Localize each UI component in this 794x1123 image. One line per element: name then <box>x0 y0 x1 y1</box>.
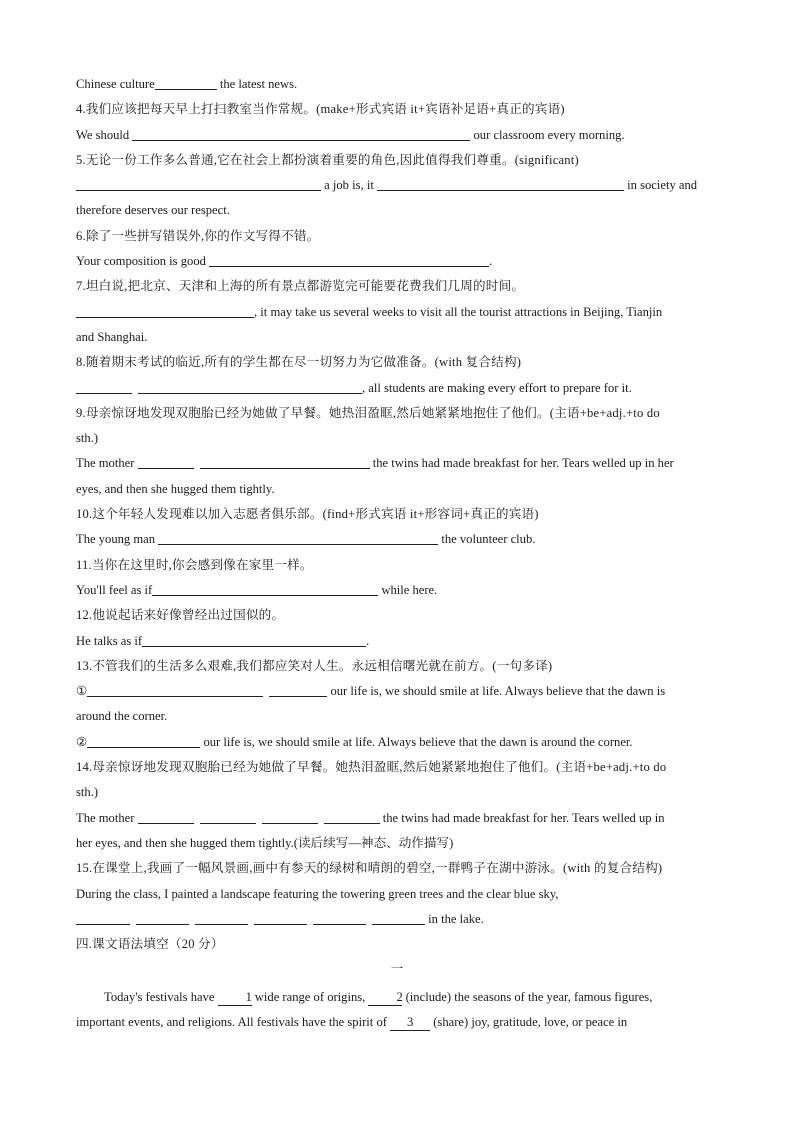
q6-answer-line: Your composition is good . <box>76 249 718 274</box>
blank[interactable] <box>324 808 380 824</box>
circled-1-marker: ① <box>76 684 88 699</box>
passage-line-1: Today's festivals have 1 wide range of origins, 2 (include) the seasons of the year, famous figures, <box>104 989 653 1004</box>
q10-prompt: 10.这个年轻人发现难以加入志愿者俱乐部。(find+形式宾语 it+形容词+真正的宾语) <box>76 507 539 522</box>
blank[interactable] <box>87 732 200 748</box>
q6-prompt: 6.除了一些拼写错误外,你的作文写得不错。 <box>76 228 320 243</box>
blank[interactable] <box>269 681 327 697</box>
q13-prompt: 13.不管我们的生活多么艰难,我们都应笑对人生。永远相信曙光就在前方。(一句多译) <box>76 658 553 673</box>
passage-line-2: important events, and religions. All festivals have the spirit of 3 (share) joy, gratitude, love, or peace in <box>76 1014 628 1029</box>
section-4-heading: 四.课文语法填空（20 分） <box>76 937 224 952</box>
blank[interactable] <box>377 175 624 191</box>
q11-answer-line: You'll feel as if while here. <box>76 578 718 603</box>
q13-answer-1: ① our life is, we should smile at life. Always believe that the dawn is <box>76 679 718 704</box>
q5-answer-line: a job is, it in society and <box>76 173 718 198</box>
blank[interactable] <box>313 909 366 925</box>
blank[interactable] <box>76 175 321 191</box>
line-1: Chinese culture the latest news. <box>76 72 718 97</box>
blank[interactable] <box>142 631 366 647</box>
q4-answer-line: We should our classroom every morning. <box>76 123 718 148</box>
q5-continuation: therefore deserves our respect. <box>76 203 230 218</box>
blank[interactable] <box>76 909 130 925</box>
blank[interactable] <box>209 251 489 267</box>
blank[interactable] <box>76 378 132 394</box>
q9-prompt-1: 9.母亲惊讶地发现双胞胎已经为她做了早餐。她热泪盈眶,然后她紧紧地抱住了他们。(主语+be+adj.+to do <box>76 405 660 420</box>
worksheet-page <box>76 72 718 1035</box>
blank[interactable] <box>262 808 318 824</box>
blank-3[interactable]: 3 <box>390 1015 430 1031</box>
blank[interactable] <box>254 909 307 925</box>
blank[interactable] <box>138 808 194 824</box>
blank[interactable] <box>138 378 362 394</box>
blank[interactable] <box>200 453 370 469</box>
q9-continuation: eyes, and then she hugged them tightly. <box>76 481 275 496</box>
q7-answer-line: , it may take us several weeks to visit all the tourist attractions in Beijing, Tianjin <box>76 300 718 325</box>
blank[interactable] <box>200 808 256 824</box>
q4-prompt: 4.我们应该把每天早上打扫教室当作常规。(make+形式宾语 it+宾语补足语+真正的宾语) <box>76 102 565 117</box>
q13-answer-2: ② our life is, we should smile at life. Always believe that the dawn is around the corner. <box>76 730 718 755</box>
blank[interactable] <box>195 909 248 925</box>
q14-prompt-1: 14.母亲惊讶地发现双胞胎已经为她做了早餐。她热泪盈眶,然后她紧紧地抱住了他们。(主语+be+adj.+to do <box>76 760 667 775</box>
q14-prompt-2: sth.) <box>76 785 99 800</box>
q14-continuation: her eyes, and then she hugged them tightly.(读后续写—神态、动作描写) <box>76 835 454 850</box>
q15-answer-line-1: During the class, I painted a landscape featuring the towering green trees and the clear blue sky, <box>76 886 559 901</box>
q14-answer-line: The mother the twins had made breakfast for her. Tears welled up in <box>76 806 718 831</box>
q5-prompt: 5.无论一份工作多么普通,它在社会上都扮演着重要的角色,因此值得我们尊重。(significant) <box>76 152 579 167</box>
q8-prompt: 8.随着期末考试的临近,所有的学生都在尽一切努力为它做准备。(with 复合结构) <box>76 355 522 370</box>
blank[interactable] <box>132 125 470 141</box>
q13-continuation: around the corner. <box>76 709 168 724</box>
q7-prompt: 7.坦白说,把北京、天津和上海的所有景点都游览完可能要花费我们几周的时间。 <box>76 279 525 294</box>
blank[interactable] <box>87 681 263 697</box>
blank[interactable] <box>136 909 189 925</box>
blank-2[interactable]: 2 <box>368 990 402 1006</box>
q9-prompt-2: sth.) <box>76 431 99 446</box>
q8-answer-line: , all students are making every effort to prepare for it. <box>76 376 718 401</box>
q10-answer-line: The young man the volunteer club. <box>76 527 718 552</box>
q12-answer-line: He talks as if . <box>76 629 718 654</box>
blank[interactable] <box>372 909 425 925</box>
section-4-marker: 一 <box>390 962 404 977</box>
q7-continuation: and Shanghai. <box>76 329 148 344</box>
q12-prompt: 12.他说起话来好像曾经出过国似的。 <box>76 608 285 623</box>
blank[interactable] <box>152 580 378 596</box>
blank[interactable] <box>158 529 438 545</box>
blank[interactable] <box>138 453 194 469</box>
q9-answer-line: The mother the twins had made breakfast for her. Tears welled up in her <box>76 451 718 476</box>
circled-2-marker: ② <box>76 734 88 749</box>
q11-prompt: 11.当你在这里时,你会感到像在家里一样。 <box>76 557 313 572</box>
blank[interactable] <box>155 74 217 90</box>
q15-answer-line-2: in the lake. <box>76 907 718 932</box>
blank[interactable] <box>76 302 254 318</box>
blank-1[interactable]: 1 <box>218 990 252 1006</box>
q15-prompt: 15.在课堂上,我画了一幅风景画,画中有参天的绿树和晴朗的碧空,一群鸭子在湖中游泳。(with 的复合结构) <box>76 861 663 876</box>
